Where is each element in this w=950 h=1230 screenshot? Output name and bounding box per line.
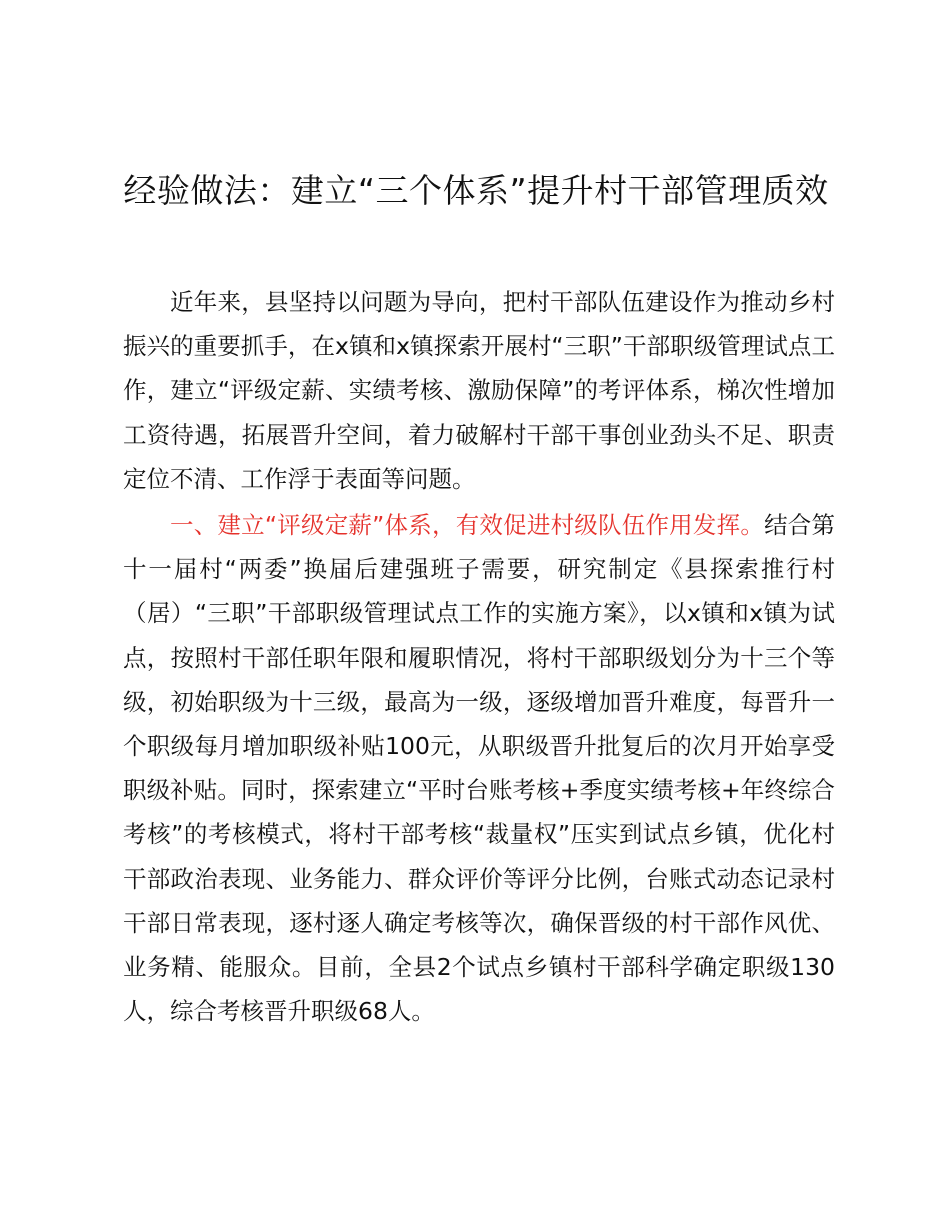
section-1-text: 结合第十一届村“两委”换届后建强班子需要，研究制定《县探索推行村（居）“三职”干部职级管理试点工作的实施方案》，以x镇和x镇为试点，按照村干部任职年限和履职情况，将村干部职级划分为十三个等级，初始职级为十三级，最高为一级，逐级增加晋升难度，每晋升一个职级每月增加职级补贴100元，从职级晋升批复后的次月开始享受职级补贴。同时，探索建立“平时台账考核+季度实绩考核+年终综合考核”的考核模式，将村干部考核“裁量权”压实到试点乡镇，优化村干部政治表现、业务能力、群众评价等评分比例，台账式动态记录村干部日常表现，逐村逐人确定考核等次，确保晋级的村干部作风优、业务精、能服众。目前，全县2个试点乡镇村干部科学确定职级130人，综合考核晋升职级68人。 — [123, 511, 836, 1026]
paragraph-section-1 — [123, 503, 835, 1033]
paragraph-intro — [123, 280, 835, 501]
paragraph-intro-text: 近年来，县坚持以问题为导向，把村干部队伍建设作为推动乡村振兴的重要抓手，在x镇和x镇探索开展村“三职”干部职级管理试点工作，建立“评级定薪、实绩考核、激励保障”的考评体系，梯次性增加工资待遇，拓展晋升空间，着力破解村干部干事创业劲头不足、职责定位不清、工作浮于表面等问题。 — [123, 288, 835, 493]
section-1-heading: 一、建立“评级定薪”体系，有效促进村级队伍作用发挥。 — [170, 511, 765, 539]
document-title: 经验做法：建立“三个体系”提升村干部管理质效 — [123, 171, 829, 210]
